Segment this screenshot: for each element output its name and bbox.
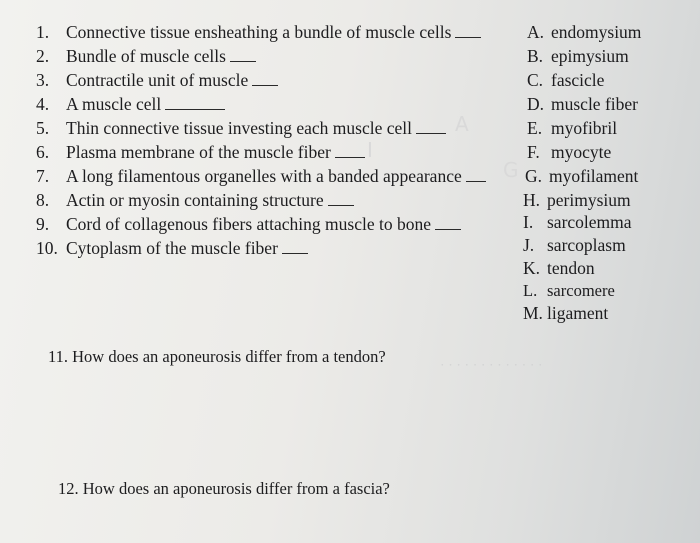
choice-term: muscle fiber [551, 94, 638, 114]
choice-term: myofibril [551, 118, 618, 138]
choice-letter: J. [523, 235, 535, 255]
matching-item [36, 21, 481, 43]
choice-term: myofilament [549, 166, 639, 186]
choice-item [527, 117, 617, 139]
choice-term: endomysium [551, 22, 642, 42]
answer-blank[interactable] [416, 119, 446, 134]
choice-letter: H. [523, 190, 541, 210]
choice-term: ligament [547, 303, 609, 323]
item-text: Plasma membrane of the muscle fiber [66, 142, 331, 162]
item-text: A muscle cell [66, 94, 162, 114]
choice-item [523, 280, 615, 302]
matching-item [36, 237, 308, 259]
choice-letter: L. [523, 281, 538, 300]
choice-item [523, 211, 632, 233]
matching-item [36, 213, 461, 235]
matching-item [36, 189, 354, 211]
answer-blank[interactable] [282, 239, 308, 254]
item-number: 9. [36, 214, 50, 234]
item-text: Cytoplasm of the muscle fiber [66, 238, 278, 258]
choice-letter: M. [523, 303, 543, 323]
choice-term: tendon [547, 258, 595, 278]
item-text: Contractile unit of muscle [66, 70, 249, 90]
choice-letter: G. [525, 166, 543, 186]
item-number: 7. [36, 166, 50, 186]
matching-item [36, 69, 278, 91]
choice-item [527, 69, 604, 91]
item-number: 6. [36, 142, 50, 162]
answer-blank[interactable] [435, 215, 461, 230]
matching-item [36, 141, 365, 163]
item-text: Connective tissue ensheathing a bundle of muscle cells [66, 22, 452, 42]
choice-term: sarcoplasm [547, 235, 626, 255]
pencil-answer: G [503, 158, 519, 182]
answer-blank[interactable] [165, 95, 225, 110]
item-number: 3. [36, 70, 50, 90]
choice-letter: D. [527, 94, 545, 114]
choice-letter: K. [523, 258, 541, 278]
choice-term: myocyte [551, 142, 612, 162]
item-number: 1. [36, 22, 50, 42]
choice-letter: B. [527, 46, 544, 66]
item-text: A long filamentous organelles with a banded appearance [66, 166, 462, 186]
answer-blank[interactable] [328, 191, 354, 206]
matching-item [36, 117, 446, 139]
choice-term: epimysium [551, 46, 629, 66]
answer-blank[interactable] [466, 167, 486, 182]
choice-letter: I. [523, 212, 534, 232]
matching-item [36, 45, 256, 67]
item-number: 5. [36, 118, 50, 138]
choice-letter: F. [527, 142, 540, 162]
question-12: 12. How does an aponeurosis differ from a fascia? [58, 479, 390, 498]
pencil-answer: A [455, 112, 469, 136]
answer-blank[interactable] [252, 71, 278, 86]
item-number: 10. [36, 238, 58, 258]
item-text: Thin connective tissue investing each muscle cell [66, 118, 413, 138]
question-11: 11. How does an aponeurosis differ from a tendon? [48, 347, 386, 366]
matching-item [36, 93, 225, 115]
choice-term: sarcomere [547, 281, 615, 300]
choice-term: fascicle [551, 70, 605, 90]
pencil-answer: I [367, 138, 373, 162]
choice-item [523, 257, 595, 279]
choice-item [523, 234, 626, 256]
item-number: 8. [36, 190, 50, 210]
choice-item [523, 302, 608, 324]
answer-blank[interactable] [335, 143, 365, 158]
choice-letter: A. [527, 22, 545, 42]
choice-letter: C. [527, 70, 544, 90]
choice-item [527, 93, 638, 115]
item-text: Bundle of muscle cells [66, 46, 226, 66]
choice-item [523, 189, 631, 211]
choice-item [525, 165, 638, 187]
item-number: 4. [36, 94, 50, 114]
bleed-through-text: · · · · · · · · · · · · · [440, 356, 543, 371]
choice-item [527, 45, 629, 67]
answer-blank[interactable] [230, 47, 256, 62]
choice-term: perimysium [547, 190, 631, 210]
item-text: Cord of collagenous fibers attaching muscle to bone [66, 214, 431, 234]
item-text: Actin or myosin containing structure [66, 190, 324, 210]
item-number: 2. [36, 46, 50, 66]
choice-item [527, 141, 611, 163]
choice-letter: E. [527, 118, 543, 138]
answer-blank[interactable] [455, 23, 481, 38]
choice-term: sarcolemma [547, 212, 632, 232]
matching-item [36, 165, 486, 187]
choice-item [527, 21, 641, 43]
